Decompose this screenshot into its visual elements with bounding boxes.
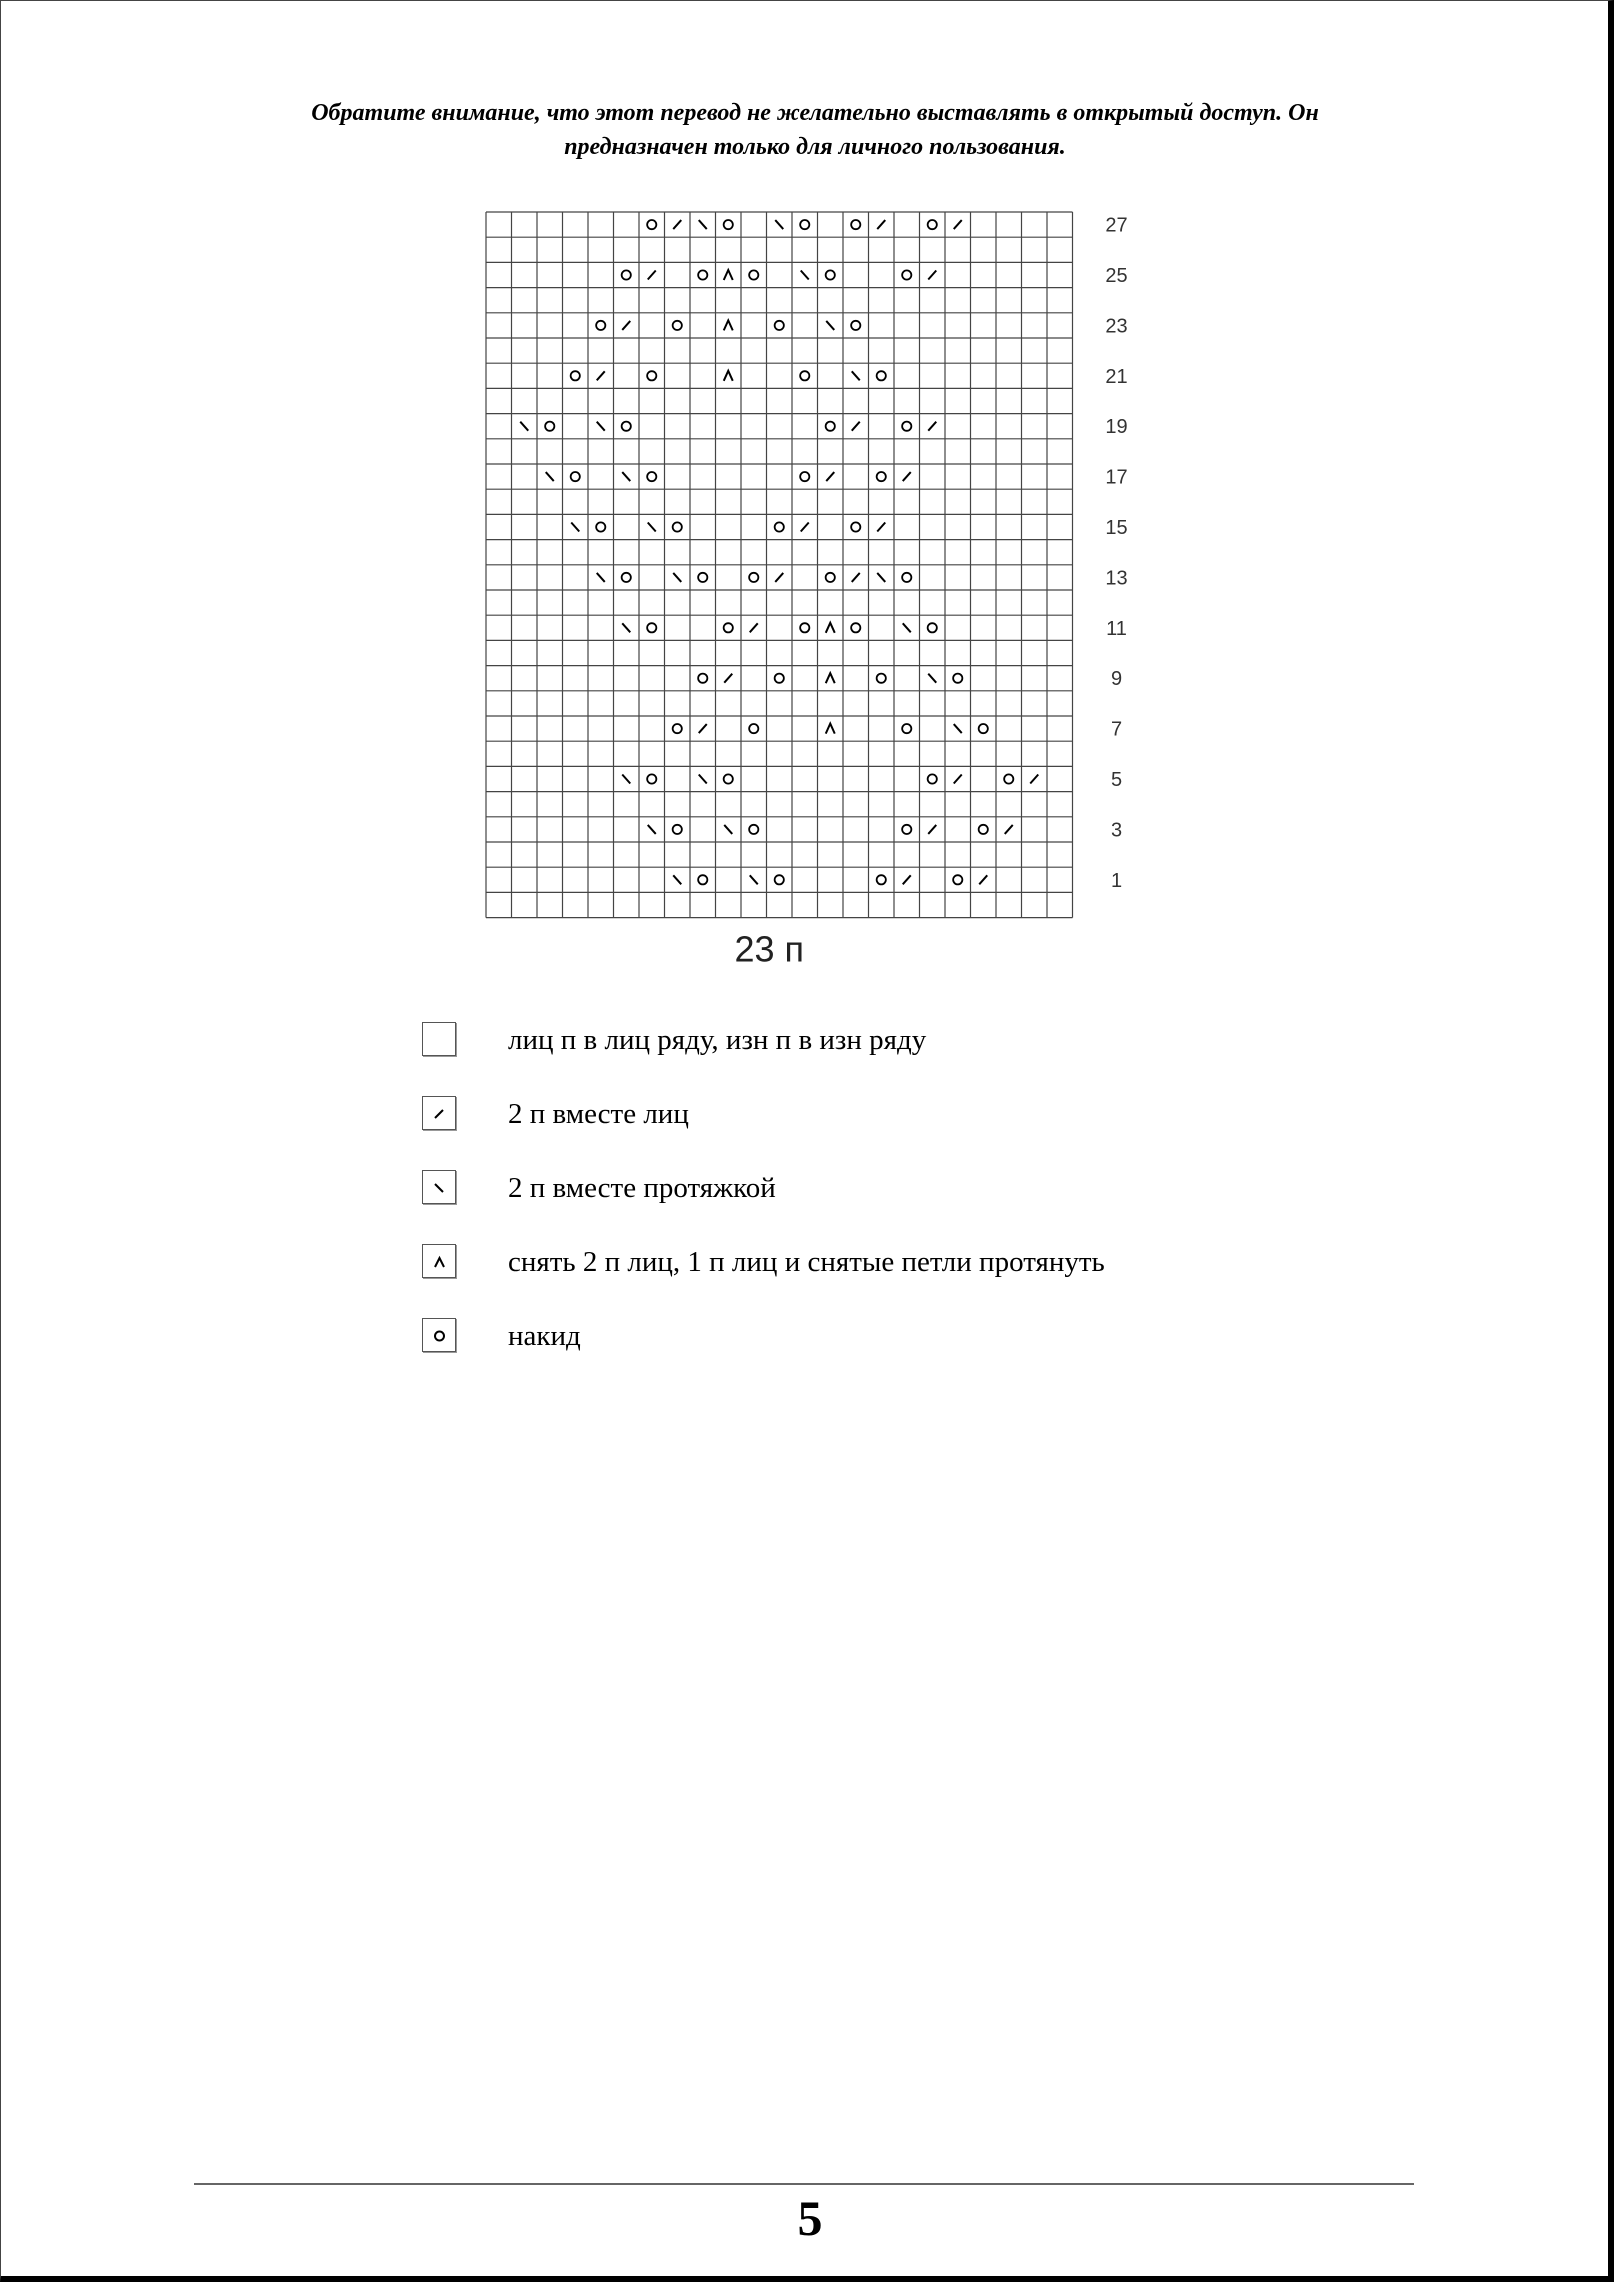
- row-number-label: 5: [1110, 769, 1123, 791]
- chart-symbol-k2tog: [852, 422, 860, 431]
- chart-symbol-k2tog: [877, 220, 885, 229]
- legend-item-yo: [422, 1316, 1422, 1356]
- chart-symbol-ssk: [673, 875, 681, 884]
- chart-symbol-cdd: [724, 270, 733, 280]
- legend-label-k2tog: 2 п вместе лиц: [508, 1098, 689, 1130]
- chart-symbol-yarn-over: [851, 623, 860, 632]
- chart-symbol-cdd: [826, 673, 835, 683]
- chart-symbol-yarn-over: [775, 321, 784, 330]
- chart-symbol-yarn-over: [647, 472, 656, 481]
- legend-item-knit: [422, 1020, 1422, 1060]
- chart-symbol-yarn-over: [902, 422, 911, 431]
- chart-symbol-yarn-over: [928, 220, 937, 229]
- legend-label-ssk: 2 п вместе протяжкой: [508, 1172, 776, 1204]
- chart-symbol-cdd: [826, 623, 835, 633]
- row-number-label: 19: [1105, 416, 1128, 439]
- chart-symbol-yarn-over: [851, 522, 860, 531]
- chart-symbol-k2tog: [979, 875, 987, 884]
- chart-symbol-ssk: [622, 775, 630, 784]
- row-number-label: 13: [1105, 567, 1128, 590]
- stitch-count-label: 23 п: [734, 928, 805, 970]
- chart-symbol-yarn-over: [826, 270, 835, 279]
- chart-symbol-yarn-over: [826, 422, 835, 431]
- notice-line-1: Обратите внимание, что этот перевод не желательно выставлять в открытый доступ. Он: [311, 100, 1319, 126]
- chart-symbol-yarn-over: [596, 522, 605, 531]
- chart-symbol-yarn-over: [698, 875, 707, 884]
- chart-symbol-ssk: [597, 422, 605, 431]
- chart-symbol-ssk: [954, 724, 962, 733]
- chart-symbol-yarn-over: [877, 875, 886, 884]
- chart-symbol-ssk: [699, 220, 707, 229]
- chart-symbol-yarn-over: [622, 422, 631, 431]
- empty-square-icon: [422, 1022, 456, 1056]
- chart-symbol-yarn-over: [571, 472, 580, 481]
- row-number-label: 25: [1105, 265, 1128, 287]
- legend-item-ssk: [422, 1168, 1422, 1208]
- legend-item-cdd: [422, 1242, 1422, 1282]
- chart-symbol-yarn-over: [877, 674, 886, 683]
- chart-symbol-yarn-over: [928, 774, 937, 783]
- chart-symbol-k2tog: [928, 271, 936, 280]
- chart-symbol-yarn-over: [800, 220, 809, 229]
- chart-symbol-yarn-over: [902, 573, 911, 582]
- chart-symbol-ssk: [648, 523, 656, 532]
- chart-symbol-yarn-over: [647, 623, 656, 632]
- legend-label-yo: накид: [508, 1320, 581, 1352]
- chart-symbol-yarn-over: [877, 371, 886, 380]
- chart-symbol-yarn-over: [545, 422, 554, 431]
- page-number: 5: [797, 2190, 823, 2246]
- chart-symbol-yarn-over: [953, 674, 962, 683]
- chart-symbol-yarn-over: [622, 573, 631, 582]
- chart-symbol-k2tog: [852, 573, 860, 582]
- chart-symbol-k2tog: [928, 422, 936, 431]
- chart-symbol-ssk: [597, 573, 605, 582]
- chart-symbol-yarn-over: [902, 724, 911, 733]
- chart-symbol-yarn-over: [800, 472, 809, 481]
- chart-symbol-ssk: [520, 422, 528, 431]
- chart-symbol-ssk: [546, 472, 554, 481]
- row-number-label: 15: [1105, 517, 1128, 539]
- chart-symbol-yarn-over: [800, 623, 809, 632]
- chart-symbol-ssk: [622, 623, 630, 632]
- chart-symbol-k2tog: [954, 775, 962, 784]
- chart-symbol-ssk: [903, 623, 911, 632]
- chart-symbol-k2tog: [801, 523, 809, 532]
- chart-symbol-yarn-over: [749, 825, 758, 834]
- chart-symbol-k2tog: [724, 674, 732, 683]
- chart-symbol-yarn-over: [698, 573, 707, 582]
- chart-symbol-yarn-over: [673, 522, 682, 531]
- chart-symbol-yarn-over: [622, 270, 631, 279]
- chart-symbol-cdd: [826, 724, 835, 734]
- row-number-label: 3: [1110, 819, 1123, 842]
- chart-symbol-yarn-over: [979, 724, 988, 733]
- chart-symbol-ssk: [928, 674, 936, 683]
- chart-symbol-yarn-over: [724, 220, 733, 229]
- backslash-icon: [422, 1170, 456, 1204]
- chart-symbol-k2tog: [648, 271, 656, 280]
- chart-symbol-k2tog: [775, 573, 783, 582]
- footer-divider: [194, 2183, 1414, 2185]
- chart-symbol-ssk: [724, 825, 732, 834]
- chart-symbol-yarn-over: [647, 774, 656, 783]
- chart-symbol-k2tog: [673, 220, 681, 229]
- chart-symbol-yarn-over: [775, 674, 784, 683]
- chart-symbol-yarn-over: [673, 724, 682, 733]
- chart-symbol-k2tog: [877, 523, 885, 532]
- chart-symbol-yarn-over: [826, 573, 835, 582]
- chart-symbol-ssk: [699, 775, 707, 784]
- legend-label-cdd: снять 2 п лиц, 1 п лиц и снятые петли протянуть: [508, 1246, 1105, 1278]
- chart-symbol-yarn-over: [851, 220, 860, 229]
- chart-symbol-ssk: [826, 321, 834, 330]
- chart-symbol-yarn-over: [673, 825, 682, 834]
- chart-symbol-cdd: [724, 320, 733, 330]
- chart-symbol-yarn-over: [571, 371, 580, 380]
- chart-symbol-cdd: [724, 371, 733, 381]
- row-number-label: 23: [1105, 315, 1128, 338]
- chart-symbol-k2tog: [903, 875, 911, 884]
- chart-symbol-yarn-over: [953, 875, 962, 884]
- knitting-chart: [470, 200, 1150, 980]
- chart-symbol-ssk: [775, 220, 783, 229]
- chart-symbol-yarn-over: [800, 371, 809, 380]
- chart-symbol-k2tog: [954, 220, 962, 229]
- chart-symbol-yarn-over: [928, 623, 937, 632]
- chart-symbol-yarn-over: [749, 270, 758, 279]
- chart-symbol-k2tog: [1005, 825, 1013, 834]
- legend-label-knit: лиц п в лиц ряду, изн п в изн ряду: [508, 1024, 927, 1056]
- chart-symbol-yarn-over: [647, 371, 656, 380]
- chart-symbol-k2tog: [699, 724, 707, 733]
- chart-symbol-yarn-over: [647, 220, 656, 229]
- chart-symbol-yarn-over: [775, 875, 784, 884]
- chart-symbol-yarn-over: [724, 774, 733, 783]
- row-number-label: 1: [1110, 869, 1123, 892]
- chart-symbol-yarn-over: [749, 724, 758, 733]
- row-number-label: 21: [1105, 365, 1128, 388]
- chart-symbol-ssk: [750, 875, 758, 884]
- row-number-label: 7: [1110, 718, 1123, 741]
- row-number-label: 9: [1110, 668, 1123, 691]
- chart-symbol-yarn-over: [1004, 774, 1013, 783]
- chart-symbol-k2tog: [622, 321, 630, 330]
- chart-symbol-yarn-over: [673, 321, 682, 330]
- chart-symbol-ssk: [571, 523, 579, 532]
- legend-item-k2tog: [422, 1094, 1422, 1134]
- row-number-label: 11: [1106, 617, 1127, 640]
- row-number-label: 27: [1105, 214, 1128, 237]
- circle-icon: [422, 1318, 456, 1352]
- chart-symbol-k2tog: [928, 825, 936, 834]
- row-number-label: 17: [1105, 466, 1128, 489]
- chart-symbol-k2tog: [597, 371, 605, 380]
- chart-symbol-ssk: [622, 472, 630, 481]
- chart-symbol-yarn-over: [596, 321, 605, 330]
- chart-symbol-yarn-over: [979, 825, 988, 834]
- chart-symbol-k2tog: [1030, 775, 1038, 784]
- slash-icon: [422, 1096, 456, 1130]
- notice-line-2: предназначен только для личного пользования.: [564, 134, 1066, 160]
- chart-symbol-yarn-over: [851, 321, 860, 330]
- chart-symbol-yarn-over: [749, 573, 758, 582]
- chart-symbol-ssk: [852, 371, 860, 380]
- chart-symbol-yarn-over: [877, 472, 886, 481]
- chart-symbol-yarn-over: [698, 674, 707, 683]
- chart-symbol-ssk: [801, 271, 809, 280]
- caret-icon: [422, 1244, 456, 1278]
- copyright-notice: [180, 96, 1450, 164]
- chart-symbol-k2tog: [826, 472, 834, 481]
- chart-symbol-k2tog: [750, 623, 758, 632]
- chart-symbol-yarn-over: [698, 270, 707, 279]
- chart-symbol-yarn-over: [724, 623, 733, 632]
- chart-symbol-k2tog: [903, 472, 911, 481]
- chart-symbol-yarn-over: [775, 522, 784, 531]
- chart-symbol-yarn-over: [902, 825, 911, 834]
- chart-symbol-yarn-over: [902, 270, 911, 279]
- knitting-chart-svg: [470, 200, 1150, 980]
- chart-symbol-ssk: [648, 825, 656, 834]
- chart-symbol-ssk: [877, 573, 885, 582]
- chart-symbol-ssk: [673, 573, 681, 582]
